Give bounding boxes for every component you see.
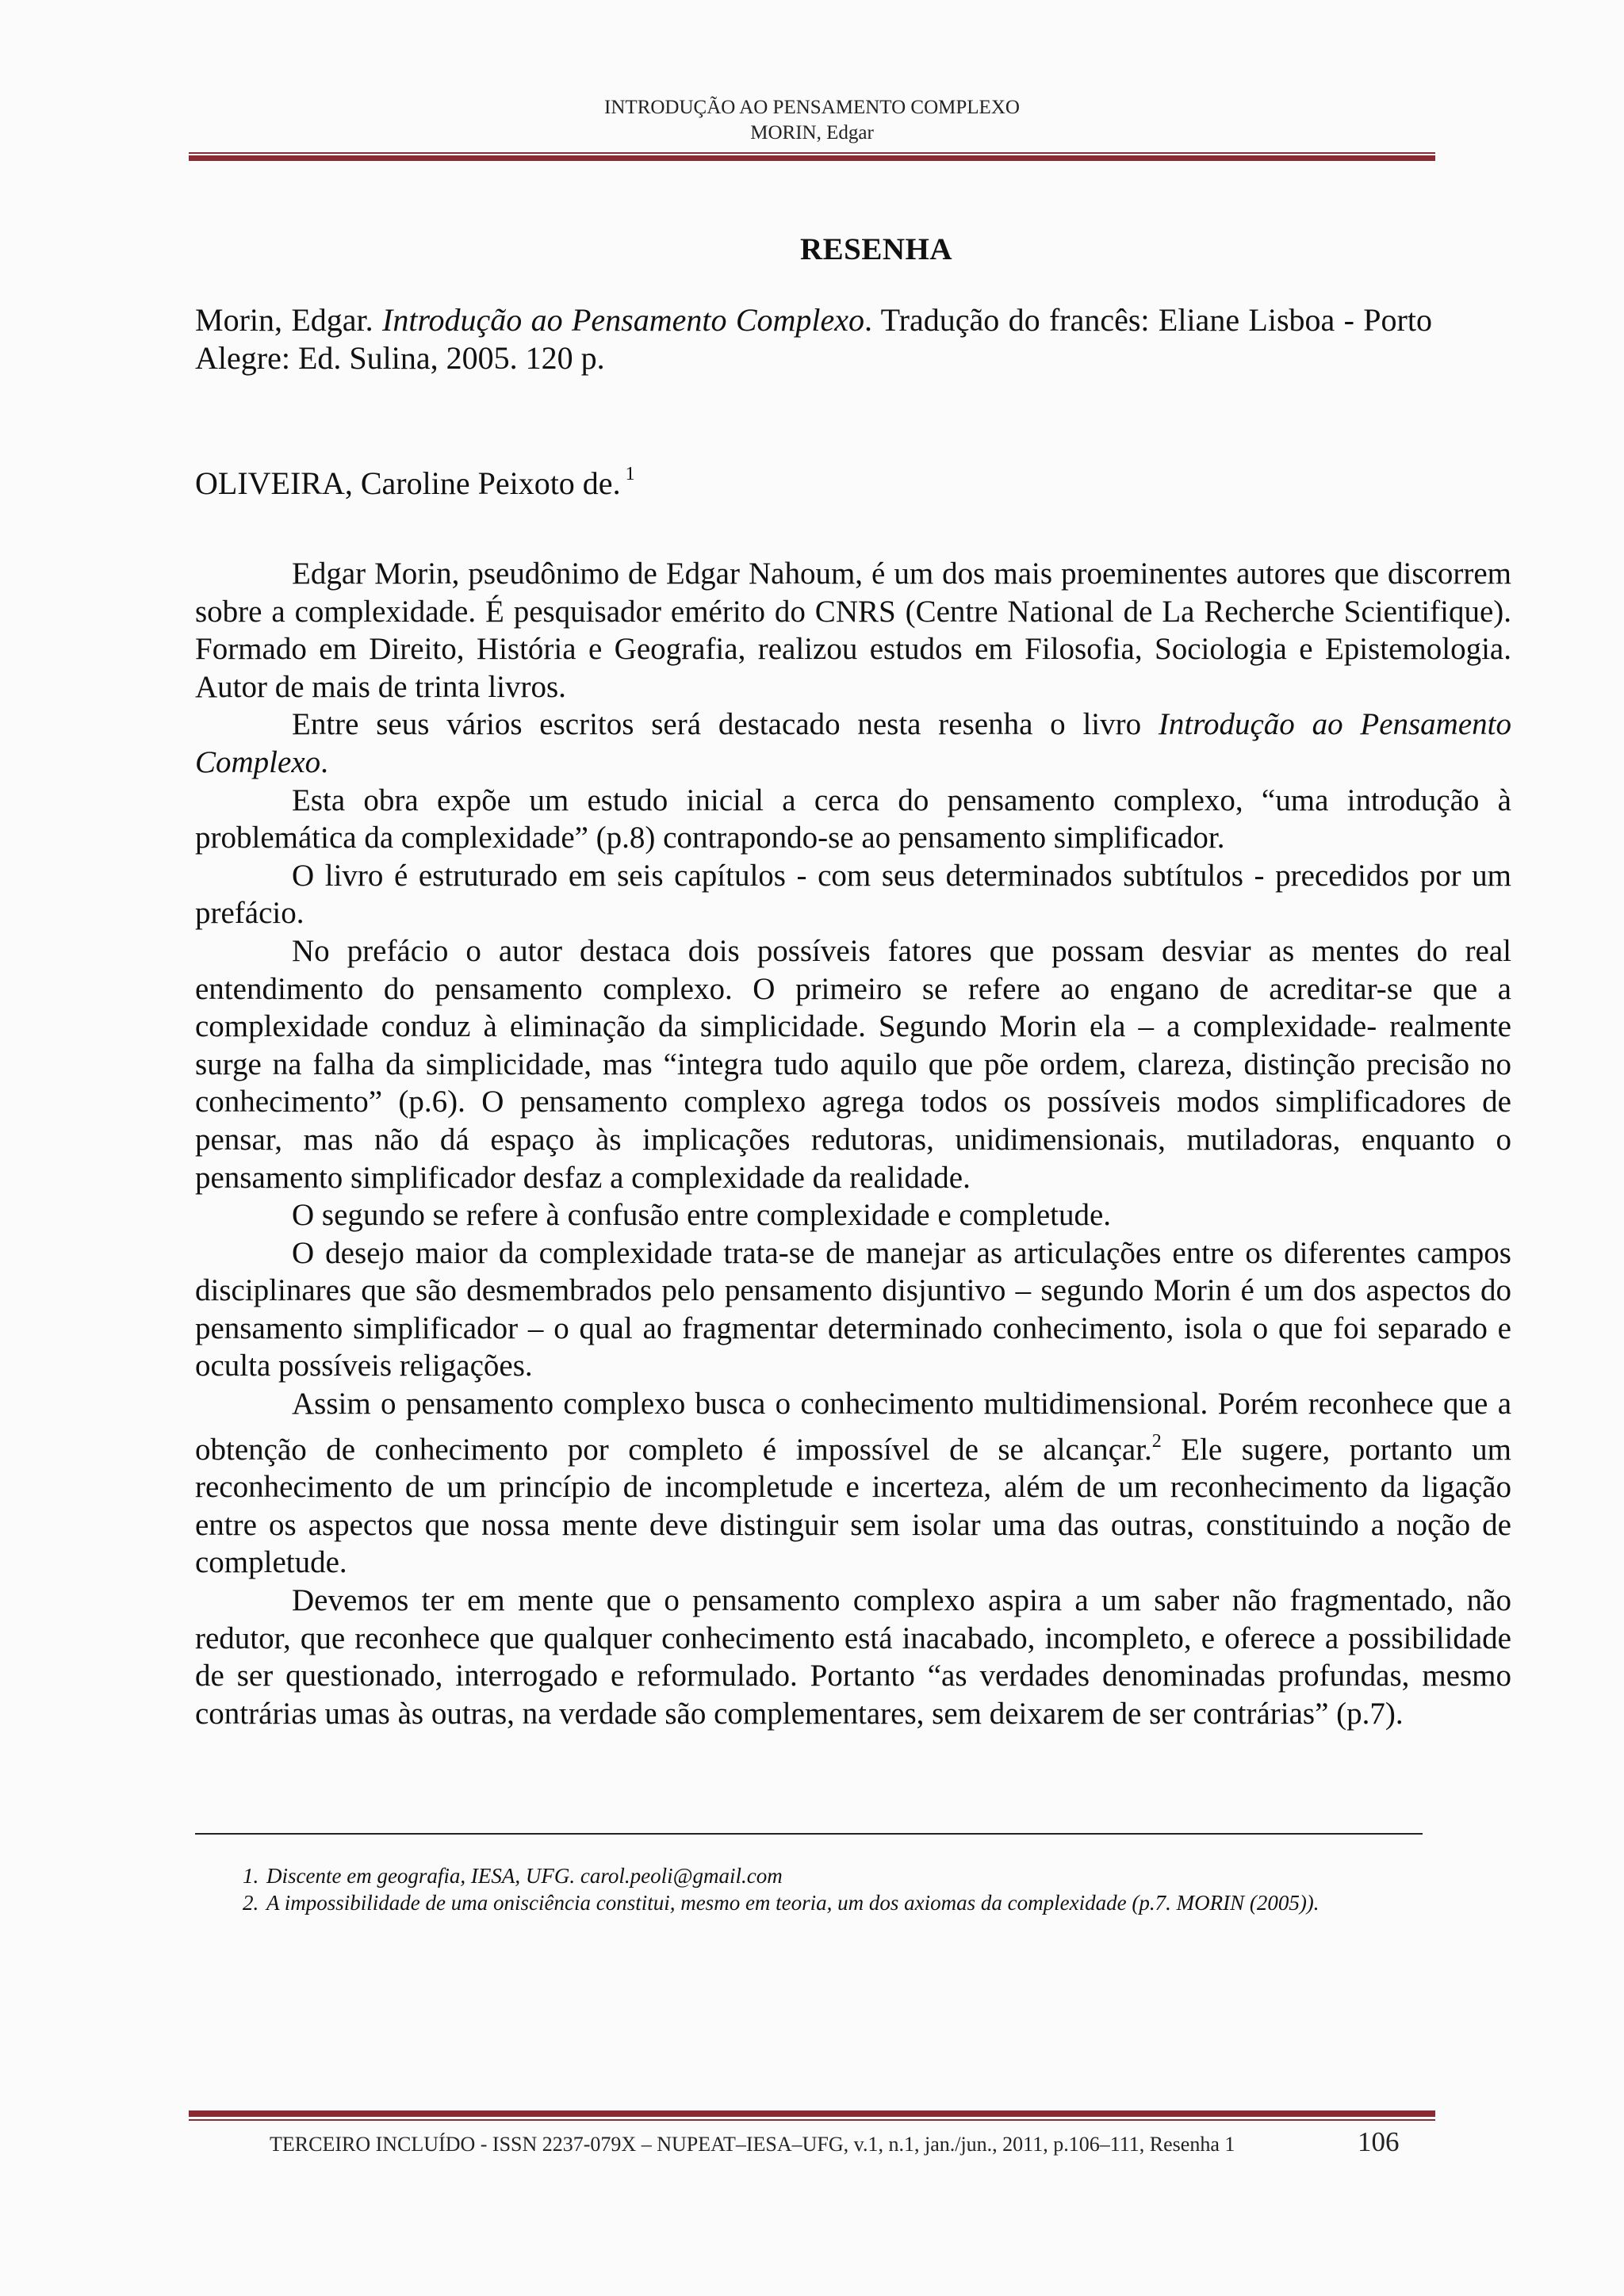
journal-footer: TERCEIRO INCLUÍDO - ISSN 2237-079X – NUPEAT–IESA–UFG, v.1, n.1, jan./jun., 2011, p.106–111, Resenha 1 <box>270 2133 1235 2156</box>
footer-rule <box>189 2110 1435 2121</box>
paragraph-5: No prefácio o autor destaca dois possíveis fatores que possam desviar as mentes do real entendimento do pensamento complexo. O primeiro se refere ao engano de acreditar-se que a complexidade conduz à eliminação da simplicidade. Segundo Morin ela – a complexidade- realmente surge na falha da simplicidade, mas “integra tudo aquilo que põe ordem, clareza, distinção precisão no conhecimento” (p.6). O pensamento complexo agrega todos os possíveis modos simplificadores de pensar, mas não dá espaço às implicações redutoras, unidimensionais, mutiladoras, enquanto o pensamento simplificador desfaz a complexidade da realidade. <box>195 933 1511 1195</box>
footnote-item <box>243 1863 1432 1888</box>
citation-suffix: . Tradução do francês: Eliane Lisboa - Porto Alegre: Ed. Sulina, 2005. 120 p. <box>195 302 1432 376</box>
footnote-ref-2[interactable]: 2 <box>1151 1430 1162 1452</box>
running-header <box>190 95 1434 146</box>
header-author: MORIN, Edgar <box>750 122 874 144</box>
footnote-number: 2. <box>243 1891 259 1915</box>
footnote-item <box>243 1890 1432 1915</box>
paragraph-8-rest: Ele sugere, portanto um reconhecimento de um princípio de incompletude e incerteza, além de um reconhecimento da ligação entre os aspectos que nossa mente deve distinguir sem isolar uma das outras, constituindo a noção de completude. <box>195 1432 1511 1580</box>
paragraph-2-book-title: Introdução ao Pensamento Complexo <box>195 707 1511 779</box>
header-title: INTRODUÇÃO AO PENSAMENTO COMPLEXO <box>604 97 1020 118</box>
footnotes <box>243 1863 1432 1917</box>
reviewer-name-text: OLIVEIRA, Caroline Peixoto de. <box>195 465 621 501</box>
review-body <box>195 555 1511 1732</box>
paragraph-3: Esta obra expõe um estudo inicial a cerca do pensamento complexo, “uma introdução à problemática da complexidade” (p.8) contrapondo-se ao pensamento simplificador. <box>195 783 1511 855</box>
paragraph-1: Edgar Morin, pseudônimo de Edgar Nahoum, é um dos mais proeminentes autores que discorrem sobre a complexidade. É pesquisador emérito do CNRS (Centre National de La Recherche Scientifique). Formado em Direito, História e Geografia, realizou estudos em Filosofia, Sociologia e Epistemologia. Autor de mais de trinta livros. <box>195 557 1511 704</box>
paragraph-2 <box>195 706 1511 781</box>
citation-prefix: Morin, Edgar. <box>195 302 383 338</box>
header-rule <box>189 152 1435 161</box>
reviewer-name <box>195 455 1432 503</box>
paragraph-7: O desejo maior da complexidade trata-se de manejar as articulações entre os diferentes campos disciplinares que são desmembrados pelo pensamento disjuntivo – segundo Morin é um dos aspectos do pensamento simplificador – o qual ao fragmentar determinado conhecimento, isola o que foi separado e oculta possíveis religações. <box>195 1235 1511 1383</box>
footnote-ref-1[interactable]: 1 <box>625 464 635 484</box>
book-citation <box>195 301 1432 377</box>
paragraph-8 <box>195 1385 1511 1582</box>
footnote-text: Discente em geografia, IESA, UFG. carol.peoli@gmail.com <box>266 1864 783 1888</box>
paragraph-6: O segundo se refere à confusão entre complexidade e completude. <box>292 1198 1112 1233</box>
paragraph-9: Devemos ter em mente que o pensamento complexo aspira a um saber não fragmentado, não redutor, que reconhece que qualquer conhecimento está inacabado, incompleto, e oferece a possibilidade de ser questionado, interrogado e reformulado. Portanto “as verdades denominadas profundas, mesmo contrárias umas às outras, na verdade são complementares, sem deixarem de ser contrárias” (p.7). <box>195 1583 1511 1731</box>
paragraph-4: O livro é estruturado em seis capítulos - com seus determinados subtítulos - precedidos por um prefácio. <box>195 858 1511 931</box>
citation-book-title: Introdução ao Pensamento Complexo <box>382 302 865 338</box>
footnote-text: A impossibilidade de uma onisciência constitui, mesmo em teoria, um dos axiomas da complexidade (p.7. MORIN (2005)). <box>266 1891 1320 1915</box>
footnote-number: 1. <box>243 1864 259 1888</box>
paragraph-8-text: Assim o pensamento complexo busca o conhecimento multidimensional. Porém reconhece que a obtenção de conhecimento por completo é impossível de se alcançar. <box>195 1387 1511 1467</box>
paragraph-2-end: . <box>320 744 328 779</box>
page-number: 106 <box>1358 2126 1400 2157</box>
paragraph-2-text: Entre seus vários escritos será destacado nesta resenha o livro <box>292 707 1159 742</box>
footnote-separator <box>195 1833 1423 1835</box>
page-title: RESENHA <box>799 232 953 266</box>
